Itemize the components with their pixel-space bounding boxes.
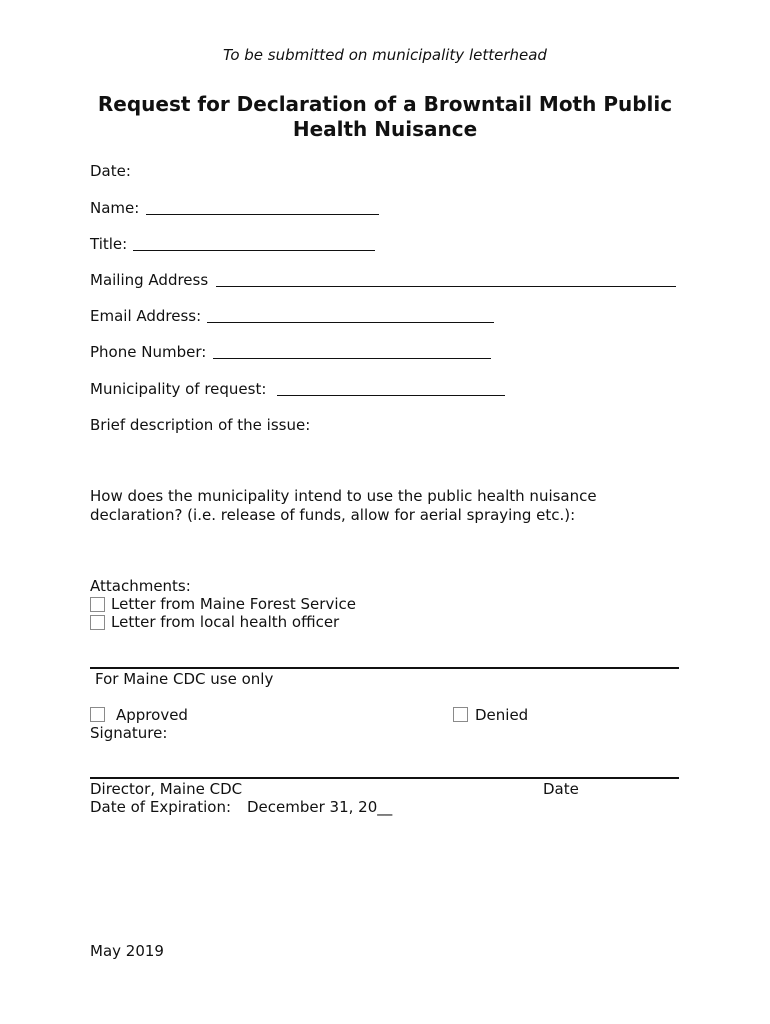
- intent-question: How does the municipality intend to use the public health nuisance declaration? (i.e. release of funds, allow for aerial spraying etc.):: [90, 487, 597, 524]
- page-title: Request for Declaration of a Browntail Moth Public Health Nuisance: [97, 92, 673, 141]
- denied-checkbox[interactable]: [453, 707, 468, 722]
- attachments-label: Attachments:: [90, 577, 191, 595]
- municipality-field-line[interactable]: [277, 395, 505, 396]
- director-label: Director, Maine CDC: [90, 780, 243, 798]
- denied-label: Denied: [475, 706, 529, 724]
- title-label: Title:: [90, 235, 128, 253]
- signature-date-label: Date: [543, 780, 579, 798]
- brief-description-label: Brief description of the issue:: [90, 416, 311, 434]
- section-divider: [90, 667, 679, 669]
- expiration-value: December 31, 20__: [247, 798, 393, 816]
- mailing-address-label: Mailing Address: [90, 271, 209, 289]
- forest-service-checkbox[interactable]: [90, 597, 105, 612]
- forest-service-label: Letter from Maine Forest Service: [111, 595, 356, 613]
- name-field-line[interactable]: [146, 214, 379, 215]
- signature-label: Signature:: [90, 724, 168, 742]
- cdc-heading: For Maine CDC use only: [95, 670, 274, 688]
- letterhead-note: To be submitted on municipality letterhead: [223, 46, 547, 64]
- approved-checkbox[interactable]: [90, 707, 105, 722]
- email-address-label: Email Address:: [90, 307, 202, 325]
- title-field-line[interactable]: [133, 250, 375, 251]
- approved-label: Approved: [116, 706, 188, 724]
- date-label: Date:: [90, 162, 131, 180]
- phone-number-field-line[interactable]: [213, 358, 491, 359]
- name-label: Name:: [90, 199, 140, 217]
- footer-date: May 2019: [90, 942, 164, 960]
- health-officer-label: Letter from local health officer: [111, 613, 340, 631]
- mailing-address-field-line[interactable]: [216, 286, 676, 287]
- email-address-field-line[interactable]: [207, 322, 494, 323]
- expiration-label: Date of Expiration:: [90, 798, 232, 816]
- phone-number-label: Phone Number:: [90, 343, 207, 361]
- signature-line[interactable]: [90, 777, 679, 779]
- health-officer-checkbox[interactable]: [90, 615, 105, 630]
- municipality-label: Municipality of request:: [90, 380, 267, 398]
